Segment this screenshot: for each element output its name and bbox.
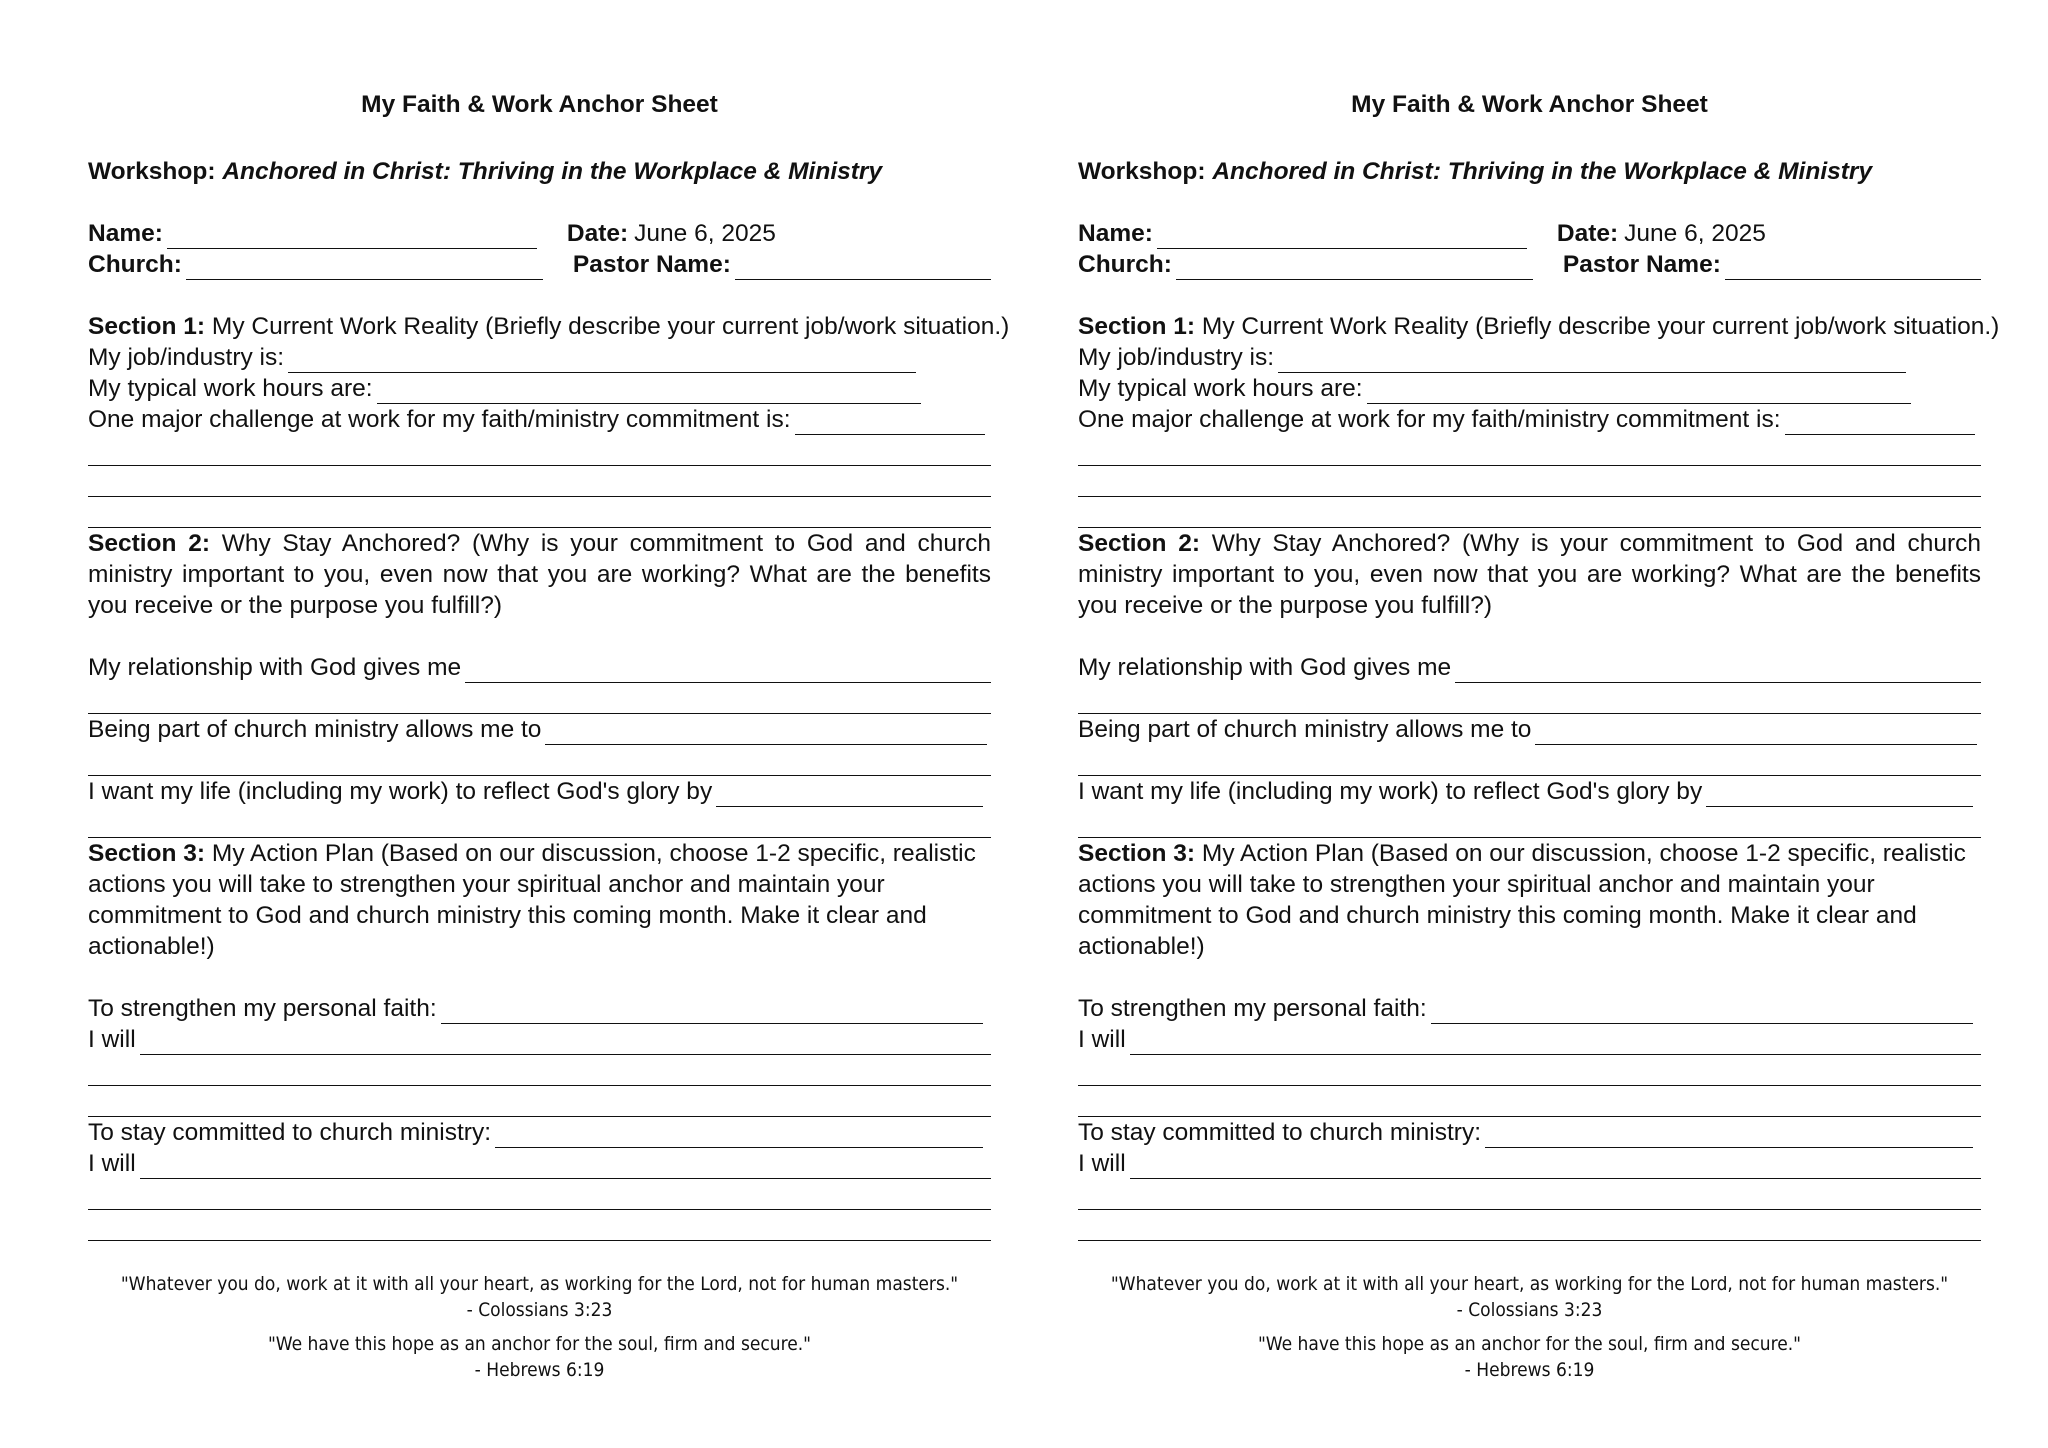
i-will-label: I will [1078,1026,1126,1053]
name-date-row [88,218,991,249]
section-2-text: Why Stay Anchored? (Why is your commitment to God and church ministry important to you, even now that you are working? What are the benefits you receive or the purpose you fulfill?) [88,530,991,619]
quote-hebrews-ref: - Hebrews 6:19 [1464,1359,1595,1381]
quote-colossians-ref: - Colossians 3:23 [466,1299,613,1321]
blank-line[interactable] [88,497,991,528]
scripture-quotes [1078,1271,1981,1383]
section-1-intro [88,311,1010,342]
section-3-header: Section 3: [1078,840,1196,867]
i-will-row [1078,1024,1981,1055]
pastor-label: Pastor Name: [1562,251,1721,278]
church-ministry-row [1078,714,1981,745]
blank-line[interactable] [88,1210,991,1241]
church-commit-label: To stay committed to church ministry: [1078,1119,1482,1146]
challenge-label: One major challenge at work for my faith/ministry commitment is: [88,406,791,433]
quote-hebrews: "We have this hope as an anchor for the soul, firm and secure." [1257,1333,1802,1355]
church-ministry-label: Being part of church ministry allows me to [88,716,542,743]
hours-label: My typical work hours are: [88,375,373,402]
blank-line[interactable] [88,745,991,776]
job-field[interactable] [1278,350,1906,373]
date-label: Date: [566,220,629,247]
section-2-intro [88,528,991,621]
personal-faith-label: To strengthen my personal faith: [1078,995,1427,1022]
glory-label: I want my life (including my work) to reflect God's glory by [88,778,713,805]
church-ministry-row [88,714,991,745]
sheet-title: My Faith & Work Anchor Sheet [1351,91,1708,118]
church-ministry-field[interactable] [545,722,987,745]
blank-line[interactable] [1078,1055,1981,1086]
personal-faith-label: To strengthen my personal faith: [88,995,437,1022]
section-2-header: Section 2: [88,530,210,557]
god-gives-field[interactable] [465,660,991,683]
quote-hebrews-ref: - Hebrews 6:19 [474,1359,605,1381]
blank-line[interactable] [88,466,991,497]
personal-faith-row [1078,993,1981,1024]
hours-field[interactable] [377,381,921,404]
i-will-row [88,1024,991,1055]
glory-field[interactable] [1706,784,1973,807]
i-will-field[interactable] [1130,1032,1981,1055]
job-row [88,342,991,373]
church-commit-field[interactable] [1485,1125,1973,1148]
blank-line[interactable] [88,683,991,714]
date-value: June 6, 2025 [634,220,776,247]
anchor-sheet-left [88,84,1010,1383]
anchor-sheet-right [1078,84,2000,1383]
section-1-text: My Current Work Reality (Briefly describe your current job/work situation.) [1201,313,2000,340]
i-will-row [88,1148,991,1179]
blank-line[interactable] [1078,683,1981,714]
section-1-header: Section 1: [88,313,206,340]
challenge-field[interactable] [795,412,985,435]
quote-colossians-ref: - Colossians 3:23 [1456,1299,1603,1321]
name-field[interactable] [167,226,537,249]
section-3-intro [88,838,991,962]
hours-field[interactable] [1367,381,1911,404]
section-3-header: Section 3: [88,840,206,867]
blank-line[interactable] [88,807,991,838]
section-3-text: My Action Plan (Based on our discussion, choose 1-2 specific, realistic actions you will take to strengthen your spiritual anchor and maintain your commitment to God and church ministry this coming month. Make it clear and actionable!) [88,840,976,960]
personal-faith-field[interactable] [441,1001,983,1024]
section-2-header: Section 2: [1078,530,1200,557]
section-1-text: My Current Work Reality (Briefly describe your current job/work situation.) [211,313,1010,340]
personal-faith-field[interactable] [1431,1001,1973,1024]
blank-line[interactable] [88,1055,991,1086]
personal-faith-row [88,993,991,1024]
quote-colossians: "Whatever you do, work at it with all your heart, as working for the Lord, not for human masters." [120,1273,959,1295]
church-commit-label: To stay committed to church ministry: [88,1119,492,1146]
church-commit-row [88,1117,991,1148]
church-label: Church: [88,251,182,278]
workshop-name: Anchored in Christ: Thriving in the Workplace & Ministry [222,158,883,185]
quote-colossians: "Whatever you do, work at it with all your heart, as working for the Lord, not for human masters." [1110,1273,1949,1295]
section-2-text: Why Stay Anchored? (Why is your commitment to God and church ministry important to you, even now that you are working? What are the benefits you receive or the purpose you fulfill?) [1078,530,1981,619]
blank-line[interactable] [1078,1179,1981,1210]
church-pastor-row [88,249,991,280]
church-commit-field[interactable] [495,1125,983,1148]
sheet-title: My Faith & Work Anchor Sheet [361,91,718,118]
job-label: My job/industry is: [1078,344,1275,371]
workshop-line [1078,156,1981,187]
hours-row [88,373,991,404]
section-1-intro [1078,311,2000,342]
name-label: Name: [1078,220,1153,247]
workshop-label: Workshop: [88,158,216,185]
blank-line[interactable] [1078,466,1981,497]
i-will-label: I will [88,1026,136,1053]
church-ministry-field[interactable] [1535,722,1977,745]
section-1-header: Section 1: [1078,313,1196,340]
church-label: Church: [1078,251,1172,278]
blank-line[interactable] [1078,435,1981,466]
blank-line[interactable] [1078,807,1981,838]
section-2-intro [1078,528,1981,621]
workshop-name: Anchored in Christ: Thriving in the Workplace & Ministry [1212,158,1873,185]
god-gives-row [1078,652,1981,683]
god-gives-label: My relationship with God gives me [1078,654,1452,681]
god-gives-row [88,652,991,683]
church-pastor-row [1078,249,1981,280]
i-will-field[interactable] [140,1032,991,1055]
glory-row [88,776,991,807]
hours-label: My typical work hours are: [1078,375,1363,402]
blank-line[interactable] [1078,1086,1981,1117]
hours-row [1078,373,1981,404]
job-field[interactable] [288,350,916,373]
glory-row [1078,776,1981,807]
date-value: June 6, 2025 [1624,220,1766,247]
pastor-label: Pastor Name: [572,251,731,278]
i-will-field[interactable] [1130,1156,1981,1179]
blank-line[interactable] [88,435,991,466]
date-label: Date: [1556,220,1619,247]
blank-line[interactable] [1078,745,1981,776]
god-gives-field[interactable] [1455,660,1981,683]
church-field[interactable] [186,257,543,280]
i-will-row [1078,1148,1981,1179]
section-3-intro [1078,838,1981,962]
section-3-text: My Action Plan (Based on our discussion, choose 1-2 specific, realistic actions you will take to strengthen your spiritual anchor and maintain your commitment to God and church ministry this coming month. Make it clear and actionable!) [1078,840,1966,960]
blank-line[interactable] [88,1179,991,1210]
workshop-line [88,156,991,187]
pastor-field[interactable] [1725,257,1981,280]
glory-field[interactable] [716,784,983,807]
workshop-label: Workshop: [1078,158,1206,185]
blank-line[interactable] [1078,497,1981,528]
challenge-row [88,404,991,435]
name-label: Name: [88,220,163,247]
church-field[interactable] [1176,257,1533,280]
i-will-field[interactable] [140,1156,991,1179]
name-field[interactable] [1157,226,1527,249]
i-will-label: I will [1078,1150,1126,1177]
challenge-field[interactable] [1785,412,1975,435]
job-label: My job/industry is: [88,344,285,371]
glory-label: I want my life (including my work) to reflect God's glory by [1078,778,1703,805]
blank-line[interactable] [1078,1210,1981,1241]
blank-line[interactable] [88,1086,991,1117]
job-row [1078,342,1981,373]
pastor-field[interactable] [735,257,991,280]
scripture-quotes [88,1271,991,1383]
name-date-row [1078,218,1981,249]
challenge-row [1078,404,1981,435]
church-commit-row [1078,1117,1981,1148]
god-gives-label: My relationship with God gives me [88,654,462,681]
church-ministry-label: Being part of church ministry allows me to [1078,716,1532,743]
i-will-label: I will [88,1150,136,1177]
challenge-label: One major challenge at work for my faith/ministry commitment is: [1078,406,1781,433]
quote-hebrews: "We have this hope as an anchor for the soul, firm and secure." [267,1333,812,1355]
